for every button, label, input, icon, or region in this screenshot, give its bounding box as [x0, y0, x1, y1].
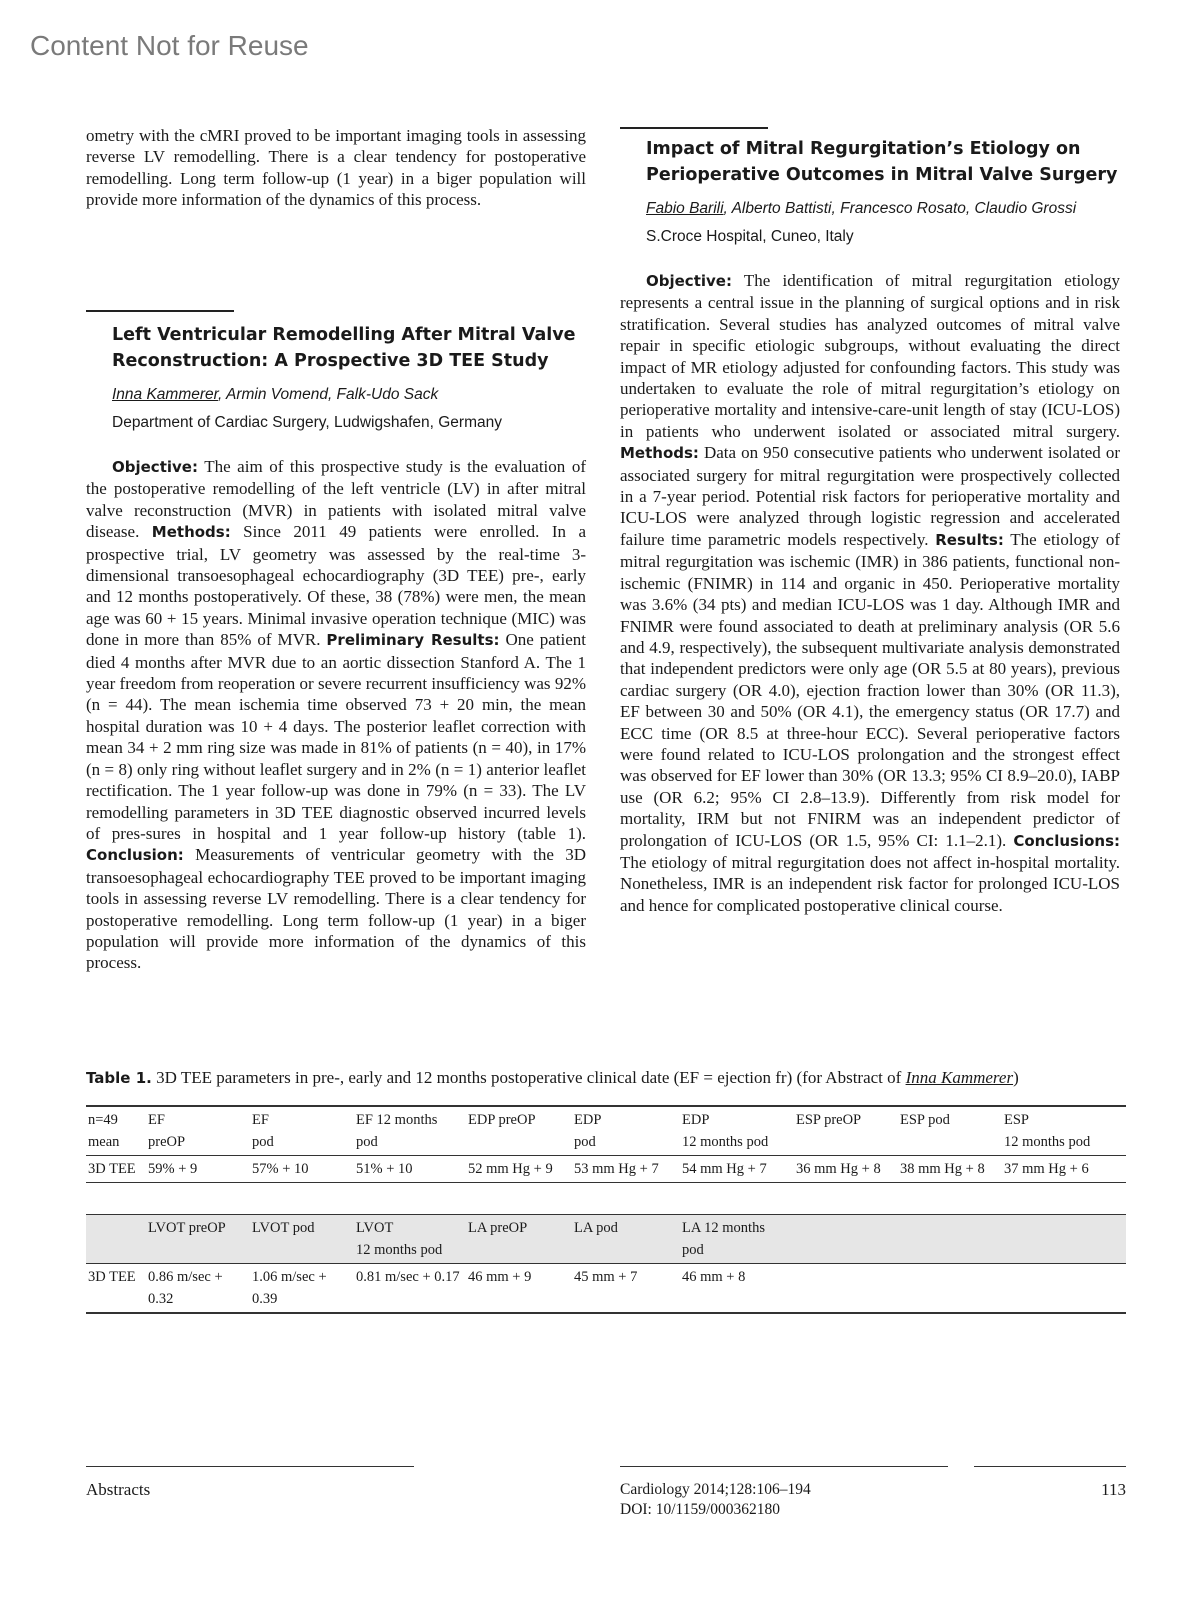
table-cell: 3D TEE — [88, 1269, 136, 1285]
table-caption-end: ) — [1013, 1068, 1019, 1087]
table-header-cell — [354, 1215, 466, 1264]
table-header-cell — [680, 1215, 794, 1264]
table-cell: 3D TEE — [88, 1161, 136, 1177]
page-number: 113 — [1101, 1480, 1126, 1499]
conclusions-label: Conclusions: — [1013, 831, 1120, 850]
objective-text: The identification of mitral regurgitation etiology represents a central issue in the planning of surgical options and in risk stratification. Several studies has analyzed outcomes of mitral valve repair in specific etiologic subgroups, without evaluating the direct impact of MR etiology adjusted for confounding factors. This study was undertaken to evaluate the role of mitral regurgitation’s etiology on perioperative mortality and intensive-care-unit length of stay (ICU-LOS) in patients who underwent isolated or associated mitral surgery. — [620, 271, 1120, 441]
table-header-line: LVOT pod — [252, 1220, 315, 1236]
abstract-title-line2: Reconstruction: A Prospective 3D TEE Study — [112, 351, 549, 371]
table-header-line: 12 months pod — [356, 1242, 443, 1258]
table-header-line: pod — [574, 1134, 596, 1150]
objective-label: Objective: — [112, 458, 198, 476]
conclusion-text: Measurements of ventricular geometry with the 3D transoesophageal echocardiography TEE proved to be important imaging tools in assessing reverse LV remodelling. There is a clear tendency for postoperative remodelling. Long term follow-up (1 year) in a biger population will provide more information of the dynamics of this process. — [86, 845, 586, 973]
table-header-line — [796, 1239, 896, 1261]
table-header-cell — [898, 1215, 1002, 1264]
table-header-line: EDP — [682, 1112, 710, 1128]
table-part-1 — [86, 1105, 1126, 1183]
table-row — [86, 1156, 1126, 1183]
footer-rule — [620, 1466, 948, 1467]
table-cell: 1.06 m/sec + 0.39 — [252, 1269, 327, 1307]
table-cell: 51% + 10 — [356, 1161, 413, 1177]
table-header-row — [86, 1215, 1126, 1264]
abstract-affiliation: S.Croce Hospital, Cuneo, Italy — [646, 228, 854, 245]
continuation-text: ometry with the cMRI proved to be important imaging tools in assessing reverse LV remodelling. There is a clear tendency for postoperative remodelling. Long term follow-up (1 year) in a biger population will provide more information of the dynamics of this process. — [86, 126, 586, 210]
results-text: One patient died 4 months after MVR due to an aortic dissection Stanford A. The 1 year freedom from reoperation or severe recurrent insufficiency was 92% (n = 44). The mean ischemia time observed 73 + 20 min, the mean hospital duration was 10 + 4 days. The posterior leaflet correction with mean 34 + 2 mm ring size was made in 81% of patients (n = 40), in 17% (n = 8) only ring without leaflet surgery and in 2% (n = 1) anterior leaflet rectification. The 1 year follow-up was done in 79% (n = 33). The LV remodelling parameters in 3D TEE diagnostic observed incurred levels of pres-sures in hospital and 1 year follow-up history (table 1). — [86, 630, 586, 843]
abstract-left — [86, 322, 586, 974]
results-label: Preliminary Results: — [326, 631, 500, 650]
other-authors: , Armin Vomend, Falk-Udo Sack — [217, 386, 439, 403]
table-header-line — [1004, 1217, 1124, 1239]
abstract-affiliation: Department of Cardiac Surgery, Ludwigshafen, Germany — [112, 414, 502, 431]
table-cell: 46 mm + 9 — [468, 1269, 532, 1285]
table-caption-text: 3D TEE parameters in pre-, early and 12 months postoperative clinical date (EF = ejection fr) (for Abstract of — [151, 1068, 906, 1087]
table-header-cell — [250, 1106, 354, 1156]
table-header-line: LA pod — [574, 1220, 618, 1236]
table-header-line — [148, 1239, 248, 1261]
table-header-cell — [466, 1106, 572, 1156]
methods-text: Data on 950 consecutive patients who underwent isolated or associated surgery for mitral regurgitation were prospectively collected in a 7-year period. Potential risk factors for perioperative mortality and ICU-LOS were analyzed through logistic regression and accelerated failure time parametric models respectively. — [620, 443, 1120, 549]
table-header-line — [468, 1131, 570, 1153]
table-cell: 45 mm + 7 — [574, 1269, 638, 1285]
table-header-line: EF — [252, 1112, 269, 1128]
table-header-line — [574, 1239, 678, 1261]
table-header-line: EF — [148, 1112, 165, 1128]
table-header-cell — [794, 1215, 898, 1264]
abstract-title-line1: Impact of Mitral Regurgitation’s Etiology on — [646, 139, 1081, 159]
table-cell: 54 mm Hg + 7 — [682, 1161, 767, 1177]
table-header-cell — [1002, 1215, 1126, 1264]
table-header-cell — [572, 1215, 680, 1264]
footer-rule — [974, 1466, 1126, 1467]
footer-section-name: Abstracts — [86, 1480, 151, 1499]
table-cell — [794, 1264, 898, 1314]
abstract-right — [620, 136, 1120, 916]
table-header-cell — [86, 1215, 146, 1264]
table-header-cell — [466, 1215, 572, 1264]
objective-label: Objective: — [646, 272, 732, 290]
table-cell: 0.81 m/sec + 0.17 — [356, 1269, 460, 1285]
table-cell: 53 mm Hg + 7 — [574, 1161, 659, 1177]
table-header-line — [468, 1239, 570, 1261]
table-header-line: ESP preOP — [796, 1112, 862, 1128]
table-header-line: LVOT preOP — [148, 1220, 226, 1236]
footer-journal-info — [620, 1480, 811, 1520]
conclusions-text: The etiology of mitral regurgitation does not affect in-hospital mortality. Nonetheless, IMR is an independent risk factor for prolonged ICU-LOS and hence for complicated postoperative clinical course. — [620, 852, 1120, 915]
table-cell: 37 mm Hg + 6 — [1004, 1161, 1089, 1177]
table-header-line: n=49 — [88, 1112, 118, 1128]
table-header-line: ESP — [1004, 1112, 1029, 1128]
abstract-title-line1: Left Ventricular Remodelling After Mitral Valve — [112, 325, 576, 345]
table-cell: 57% + 10 — [252, 1161, 309, 1177]
table-header-line: EDP preOP — [468, 1112, 536, 1128]
left-column — [86, 125, 586, 211]
table-caption-label: Table 1. — [86, 1069, 152, 1087]
watermark: Content Not for Reuse — [30, 30, 309, 61]
abstract-separator-rule — [86, 310, 234, 312]
table-cell: 0.86 m/sec + 0.32 — [148, 1269, 223, 1307]
table-header-line: EF 12 months — [356, 1112, 438, 1128]
table-header-line — [88, 1217, 144, 1239]
methods-label: Methods: — [620, 444, 699, 463]
table-caption-author: Inna Kammerer — [905, 1068, 1014, 1087]
first-author: Fabio Barili — [646, 200, 724, 217]
table-cell: 38 mm Hg + 8 — [900, 1161, 985, 1177]
methods-label: Methods: — [151, 523, 231, 542]
results-text: The etiology of mitral regurgitation was ischemic (IMR) in 386 patients, functional non-ischemic (FNIMR) in 114 and organic in 450. Perioperative mortality was 3.6% (34 pts) and median ICU-LOS was 1 day. Although IMR and FNIMR were found associated to death at preliminary analysis (OR 5.6 and 4.9, respectively), the subsequent multivariate analysis demonstrated that independent predictors were only age (OR 5.5 at 80 years), previous cardiac surgery (OR 4.0), ejection fraction lower than 30% (OR 11.3), EF between 30 and 50% (OR 4.1), the emergency status (OR 17.7) and ECC time (OR 8.5 at three-hour ECC). Several perioperative factors were found related to ICU-LOS prolongation and the strongest effect was observed for EF lower than 30% (OR 13.3; 95% CI 8.9–20.0), IABP use (OR 6.2; 95% CI 2.8–13.9). Differently from risk model for mortality, IRM but not FNIRM was an independent predictor of prolongation of ICU-LOS (OR 1.5, 95% CI: 1.1–2.1). — [620, 529, 1120, 850]
table-header-line — [900, 1131, 1000, 1153]
abstract-body — [86, 456, 586, 974]
footer-journal-citation: Cardiology 2014;128:106–194 — [620, 1481, 811, 1498]
abstract-body — [620, 270, 1120, 916]
table-header-line: pod — [356, 1134, 378, 1150]
conclusion-label: Conclusion: — [86, 846, 184, 865]
table-header-line — [900, 1239, 1000, 1261]
table-header-cell — [572, 1106, 680, 1156]
table-header-cell — [794, 1106, 898, 1156]
table-header-line: mean — [88, 1134, 120, 1150]
table-header-cell — [250, 1215, 354, 1264]
first-author: Inna Kammerer — [112, 386, 218, 403]
table-header-line — [1004, 1239, 1124, 1261]
table-header-line — [252, 1239, 352, 1261]
table-caption — [86, 1068, 1126, 1088]
table-header-cell — [1002, 1106, 1126, 1156]
table-header-line: LVOT — [356, 1220, 394, 1236]
results-label: Results: — [935, 530, 1004, 549]
table-header-cell — [86, 1106, 146, 1156]
abstract-separator-rule — [620, 127, 768, 129]
table-header-line: LA preOP — [468, 1220, 528, 1236]
table-header-line: ESP pod — [900, 1112, 950, 1128]
table-header-line: EDP — [574, 1112, 602, 1128]
abstract-authors — [620, 200, 1120, 218]
table-header-row — [86, 1106, 1126, 1156]
footer-rule — [86, 1466, 414, 1467]
table-header-cell — [354, 1106, 466, 1156]
table-header-line: 12 months pod — [682, 1134, 769, 1150]
table-header-line: pod — [252, 1134, 274, 1150]
abstract-title-line2: Perioperative Outcomes in Mitral Valve Surgery — [646, 165, 1118, 185]
table-header-cell — [898, 1106, 1002, 1156]
table-cell: 36 mm Hg + 8 — [796, 1161, 881, 1177]
table-header-line: 12 months pod — [1004, 1134, 1091, 1150]
table-header-line: LA 12 months — [682, 1220, 765, 1236]
table-header-line — [796, 1217, 896, 1239]
table-cell: 52 mm Hg + 9 — [468, 1161, 553, 1177]
table-cell — [1002, 1264, 1126, 1314]
table-header-cell — [146, 1215, 250, 1264]
table-row — [86, 1264, 1126, 1314]
table-header-cell — [680, 1106, 794, 1156]
table-cell: 46 mm + 8 — [682, 1269, 746, 1285]
footer-doi: DOI: 10/1159/000362180 — [620, 1501, 781, 1518]
abstract-authors — [86, 386, 586, 404]
table-header-line — [88, 1239, 144, 1261]
other-authors: , Alberto Battisti, Francesco Rosato, Claudio Grossi — [723, 200, 1077, 217]
table-part-2 — [86, 1214, 1126, 1314]
table-header-line — [796, 1131, 896, 1153]
table-cell — [898, 1264, 1002, 1314]
table-header-cell — [146, 1106, 250, 1156]
objective-text: The aim of this prospective study is the evaluation of the postoperative remodelling of the left ventricle (LV) in after mitral valve reconstruction (MVR) in patients with isolated mitral valve disease. — [86, 457, 586, 542]
table-cell: 59% + 9 — [148, 1161, 198, 1177]
table-header-line: preOP — [148, 1134, 186, 1150]
methods-text: Since 2011 49 patients were enrolled. In a prospective trial, LV geometry was assessed by the real-time 3-dimensional transoesophageal echocardiography (3D TEE) pre-, early and 12 months postoperatively. Of these, 38 (78%) were men, the mean age was 60 + 15 years. Minimal invasive operation technique (MIC) was done in more than 85% of MVR. — [86, 522, 586, 650]
table-header-line: pod — [682, 1242, 704, 1258]
table-header-line — [900, 1217, 1000, 1239]
